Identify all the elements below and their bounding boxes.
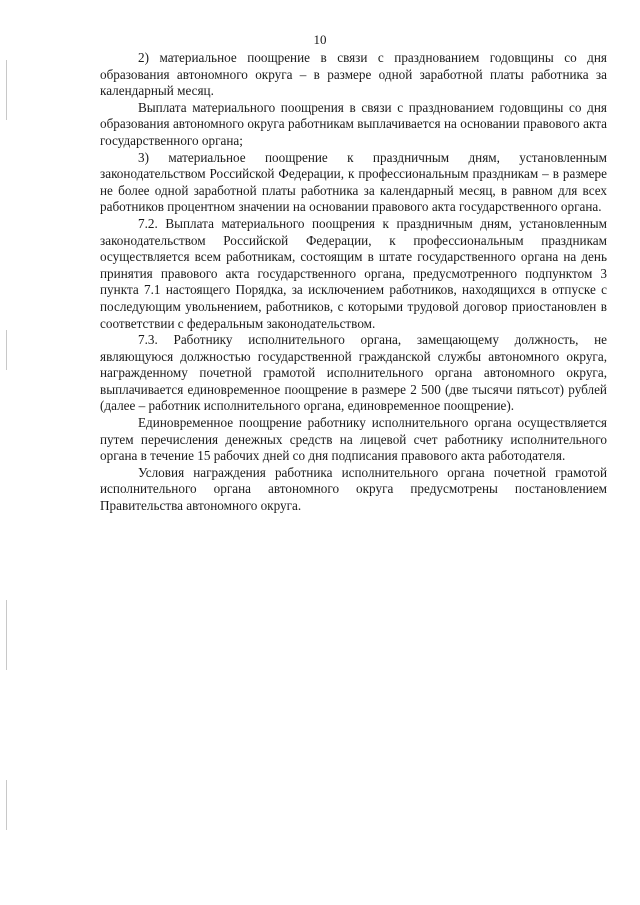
paragraph: 2) материальное поощрение в связи с празднованием годовщины со дня образования автономного округа – в размере одной заработной платы работника за календарный месяц.: [100, 50, 607, 99]
paragraph: Единовременное поощрение работнику исполнительного органа осуществляется путем перечисления денежных средств на лицевой счет работнику исполнительного органа в течение 15 рабочих дней со дня подписания правового акта работодателя.: [100, 415, 607, 464]
paragraph: 3) материальное поощрение к праздничным дням, установленным законодательством Российской Федерации, к профессиональным праздникам – в размере не более одной заработной платы работника за календарный месяц, в равном для всех работников процентном значении на основании правового акта государственного органа.: [100, 149, 607, 215]
paragraph: Условия награждения работника исполнительного органа почетной грамотой исполнительного органа автономного округа предусмотрены постановлением Правительства автономного округа.: [100, 464, 607, 514]
paragraph: 7.2. Выплата материального поощрения к праздничным дням, установленным законодательством Российской Федерации, к профессиональным праздникам осуществляется всем работникам, состоящим в штате государственного органа на день принятия правового акта государственного органа, предусмотренного подпунктом 3 пункта 7.1 настоящего Порядка, за исключением работников, находящихся в отпуске с последующим увольнением, работников, с которыми трудовой договор приостановлен в соответствии с федеральным законодательством.: [100, 215, 607, 331]
body-text: [100, 50, 607, 515]
scan-edge-mark: [6, 600, 7, 670]
paragraph: 7.3. Работнику исполнительного органа, замещающему должность, не являющуюся должностью государственной гражданской службы автономного округа, награжденному почетной грамотой исполнительного органа автономного округа, выплачивается единовременное поощрение в размере 2 500 (две тысячи пятьсот) рублей (далее – работник исполнительного органа, единовременное поощрение).: [100, 332, 607, 414]
paragraph: Выплата материального поощрения в связи с празднованием годовщины со дня образования автономного округа работникам выплачивается на основании правового акта государственного органа;: [100, 99, 607, 148]
scan-edge-mark: [6, 60, 7, 120]
scan-edge-mark: [6, 780, 7, 830]
scan-edge-mark: [6, 330, 7, 370]
page-number: 10: [313, 32, 327, 47]
